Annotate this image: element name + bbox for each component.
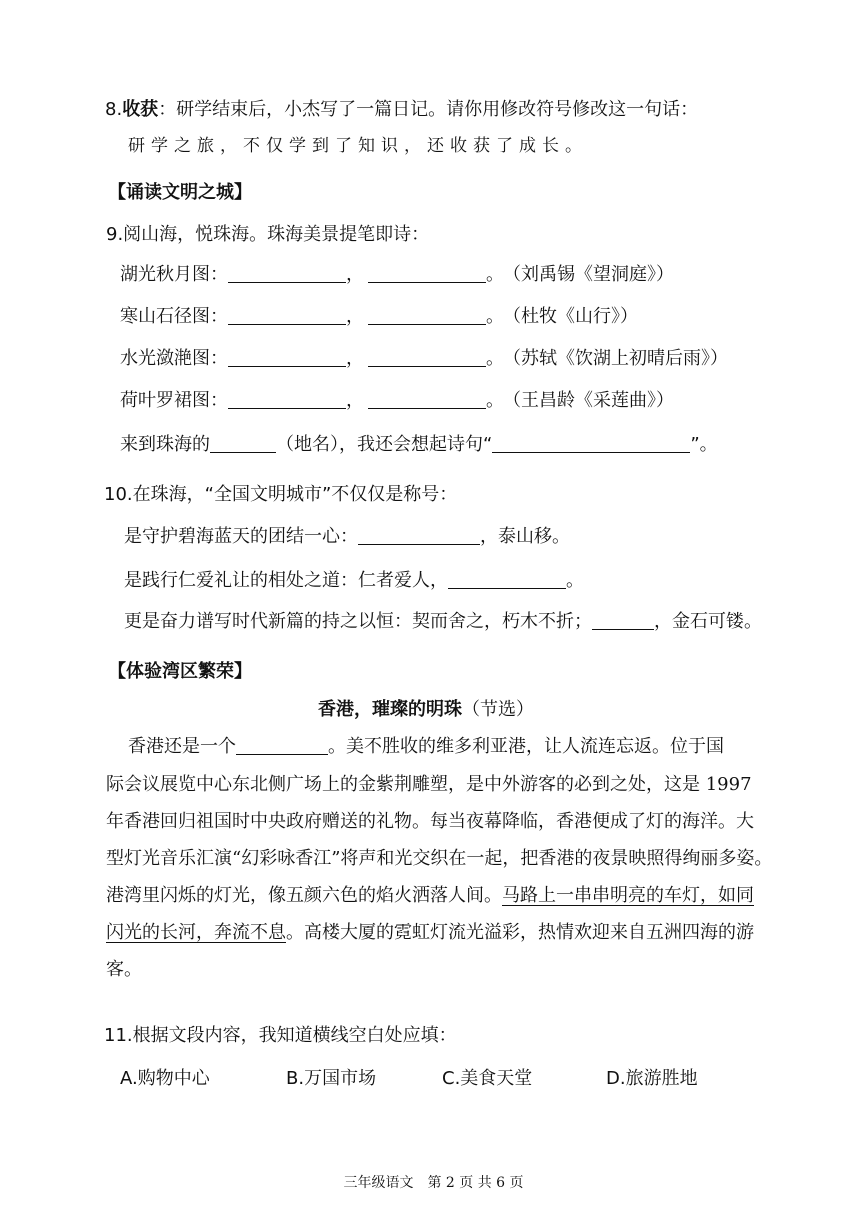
poem-blank[interactable] — [492, 434, 690, 453]
q8-label: 收获 — [122, 99, 159, 120]
q9-row-source: （王昌龄《采莲曲》） — [512, 390, 674, 411]
q9-row-label: 荷叶罗裙图： — [120, 390, 228, 411]
passage-title-note: （节选） — [462, 699, 534, 720]
q10-text: ，泰山移。 — [480, 526, 570, 547]
answer-blank[interactable] — [448, 570, 566, 589]
passage-line — [106, 920, 754, 946]
answer-blank[interactable] — [228, 390, 346, 409]
q8-number: 8. — [105, 99, 123, 120]
q9-last-line — [120, 432, 718, 458]
q9-last-text: ”。 — [690, 434, 718, 455]
period: 。 — [486, 348, 504, 369]
period: 。 — [486, 306, 504, 327]
q9-prompt: 9.阅山海，悦珠海。珠海美景提笔即诗： — [106, 224, 430, 245]
passage-line — [128, 734, 724, 760]
section-title-bay-area: 【体验湾区繁荣】 — [108, 661, 252, 682]
q9-row-label: 湖光秋月图： — [120, 264, 228, 285]
comma: ， — [346, 264, 364, 285]
passage-line: 型灯光音乐汇演“幻彩咏香江”将声和光交织在一起，把香港的夜景映照得绚丽多姿。 — [106, 848, 773, 869]
passage-text: 。高楼大厦的霓虹灯流光溢彩，热情欢迎来自五洲四海的游 — [286, 922, 754, 943]
underlined-sentence: 马路上一串串明亮的车灯，如同 — [502, 885, 754, 906]
answer-blank[interactable] — [592, 611, 654, 630]
q11-option-b[interactable]: B.万国市场 — [286, 1068, 377, 1089]
q9-row — [120, 388, 674, 414]
answer-blank[interactable] — [368, 264, 486, 283]
passage-line: 客。 — [106, 959, 142, 980]
q9-last-text: （地名），我还会想起诗句“ — [276, 434, 493, 455]
passage-text: 港湾里闪烁的灯光，像五颜六色的焰火洒落人间。 — [106, 885, 502, 906]
q10-text: 更是奋力谱写时代新篇的持之以恒：契而舍之，朽木不折； — [124, 611, 592, 632]
q9-row-source: （杜牧《山行》） — [512, 306, 638, 327]
passage-blank[interactable] — [236, 736, 328, 755]
q10-line — [124, 609, 762, 635]
q9-row — [120, 262, 674, 288]
q10-prompt: 10.在珠海，“全国文明城市”不仅仅是称号： — [104, 484, 458, 505]
q9-row-source: （苏轼《饮湖上初晴后雨》） — [512, 348, 728, 369]
q9-row — [120, 346, 728, 372]
q9-row-source: （刘禹锡《望洞庭》） — [512, 264, 674, 285]
answer-blank[interactable] — [228, 264, 346, 283]
q9-last-text: 来到珠海的 — [120, 434, 210, 455]
comma: ， — [346, 306, 364, 327]
q11-option-c[interactable]: C.美食天堂 — [442, 1068, 533, 1089]
q9-row — [120, 304, 638, 330]
q10-text: 。 — [566, 570, 584, 591]
q10-line — [124, 568, 584, 594]
passage-title — [318, 697, 534, 723]
passage-line — [106, 883, 754, 909]
passage-line: 年香港回归祖国时中央政府赠送的礼物。每当夜幕降临，香港便成了灯的海洋。大 — [106, 811, 754, 832]
q8-text: ：研学结束后，小杰写了一篇日记。请你用修改符号修改这一句话： — [158, 99, 699, 120]
q10-text: 是守护碧海蓝天的团结一心： — [124, 526, 358, 547]
answer-blank[interactable] — [358, 526, 480, 545]
place-blank[interactable] — [210, 434, 276, 453]
period: 。 — [486, 390, 504, 411]
comma: ， — [346, 348, 364, 369]
q10-text: 是践行仁爱礼让的相处之道：仁者爱人， — [124, 570, 448, 591]
q10-text: ，金石可镂。 — [654, 611, 762, 632]
passage-text: 。美不胜收的维多利亚港，让人流连忘返。位于国 — [328, 736, 724, 757]
underlined-sentence: 闪光的长河，奔流不息 — [106, 922, 286, 943]
passage-text: 香港还是一个 — [128, 736, 236, 757]
answer-blank[interactable] — [228, 306, 346, 325]
q11-option-a[interactable]: A.购物中心 — [120, 1068, 210, 1089]
q9-row-label: 水光潋滟图： — [120, 348, 228, 369]
passage-line: 际会议展览中心东北侧广场上的金紫荆雕塑，是中外游客的必到之处，这是 1997 — [106, 774, 752, 795]
section-title-civilization: 【诵读文明之城】 — [108, 182, 252, 203]
q8-sentence: 研学之旅，不仅学到了知识，还收获了成长。 — [128, 136, 588, 156]
q10-line — [124, 524, 570, 550]
page-footer: 三年级语文 第 2 页 共 6 页 — [343, 1175, 524, 1191]
comma: ， — [346, 390, 364, 411]
passage-title-text: 香港，璀璨的明珠 — [318, 699, 462, 720]
answer-blank[interactable] — [368, 390, 486, 409]
answer-blank[interactable] — [228, 348, 346, 367]
q9-row-label: 寒山石径图： — [120, 306, 228, 327]
q8-prompt — [105, 97, 698, 123]
answer-blank[interactable] — [368, 348, 486, 367]
period: 。 — [486, 264, 504, 285]
answer-blank[interactable] — [368, 306, 486, 325]
q11-option-d[interactable]: D.旅游胜地 — [606, 1068, 698, 1089]
q11-prompt: 11.根据文段内容，我知道横线空白处应填： — [104, 1025, 457, 1046]
